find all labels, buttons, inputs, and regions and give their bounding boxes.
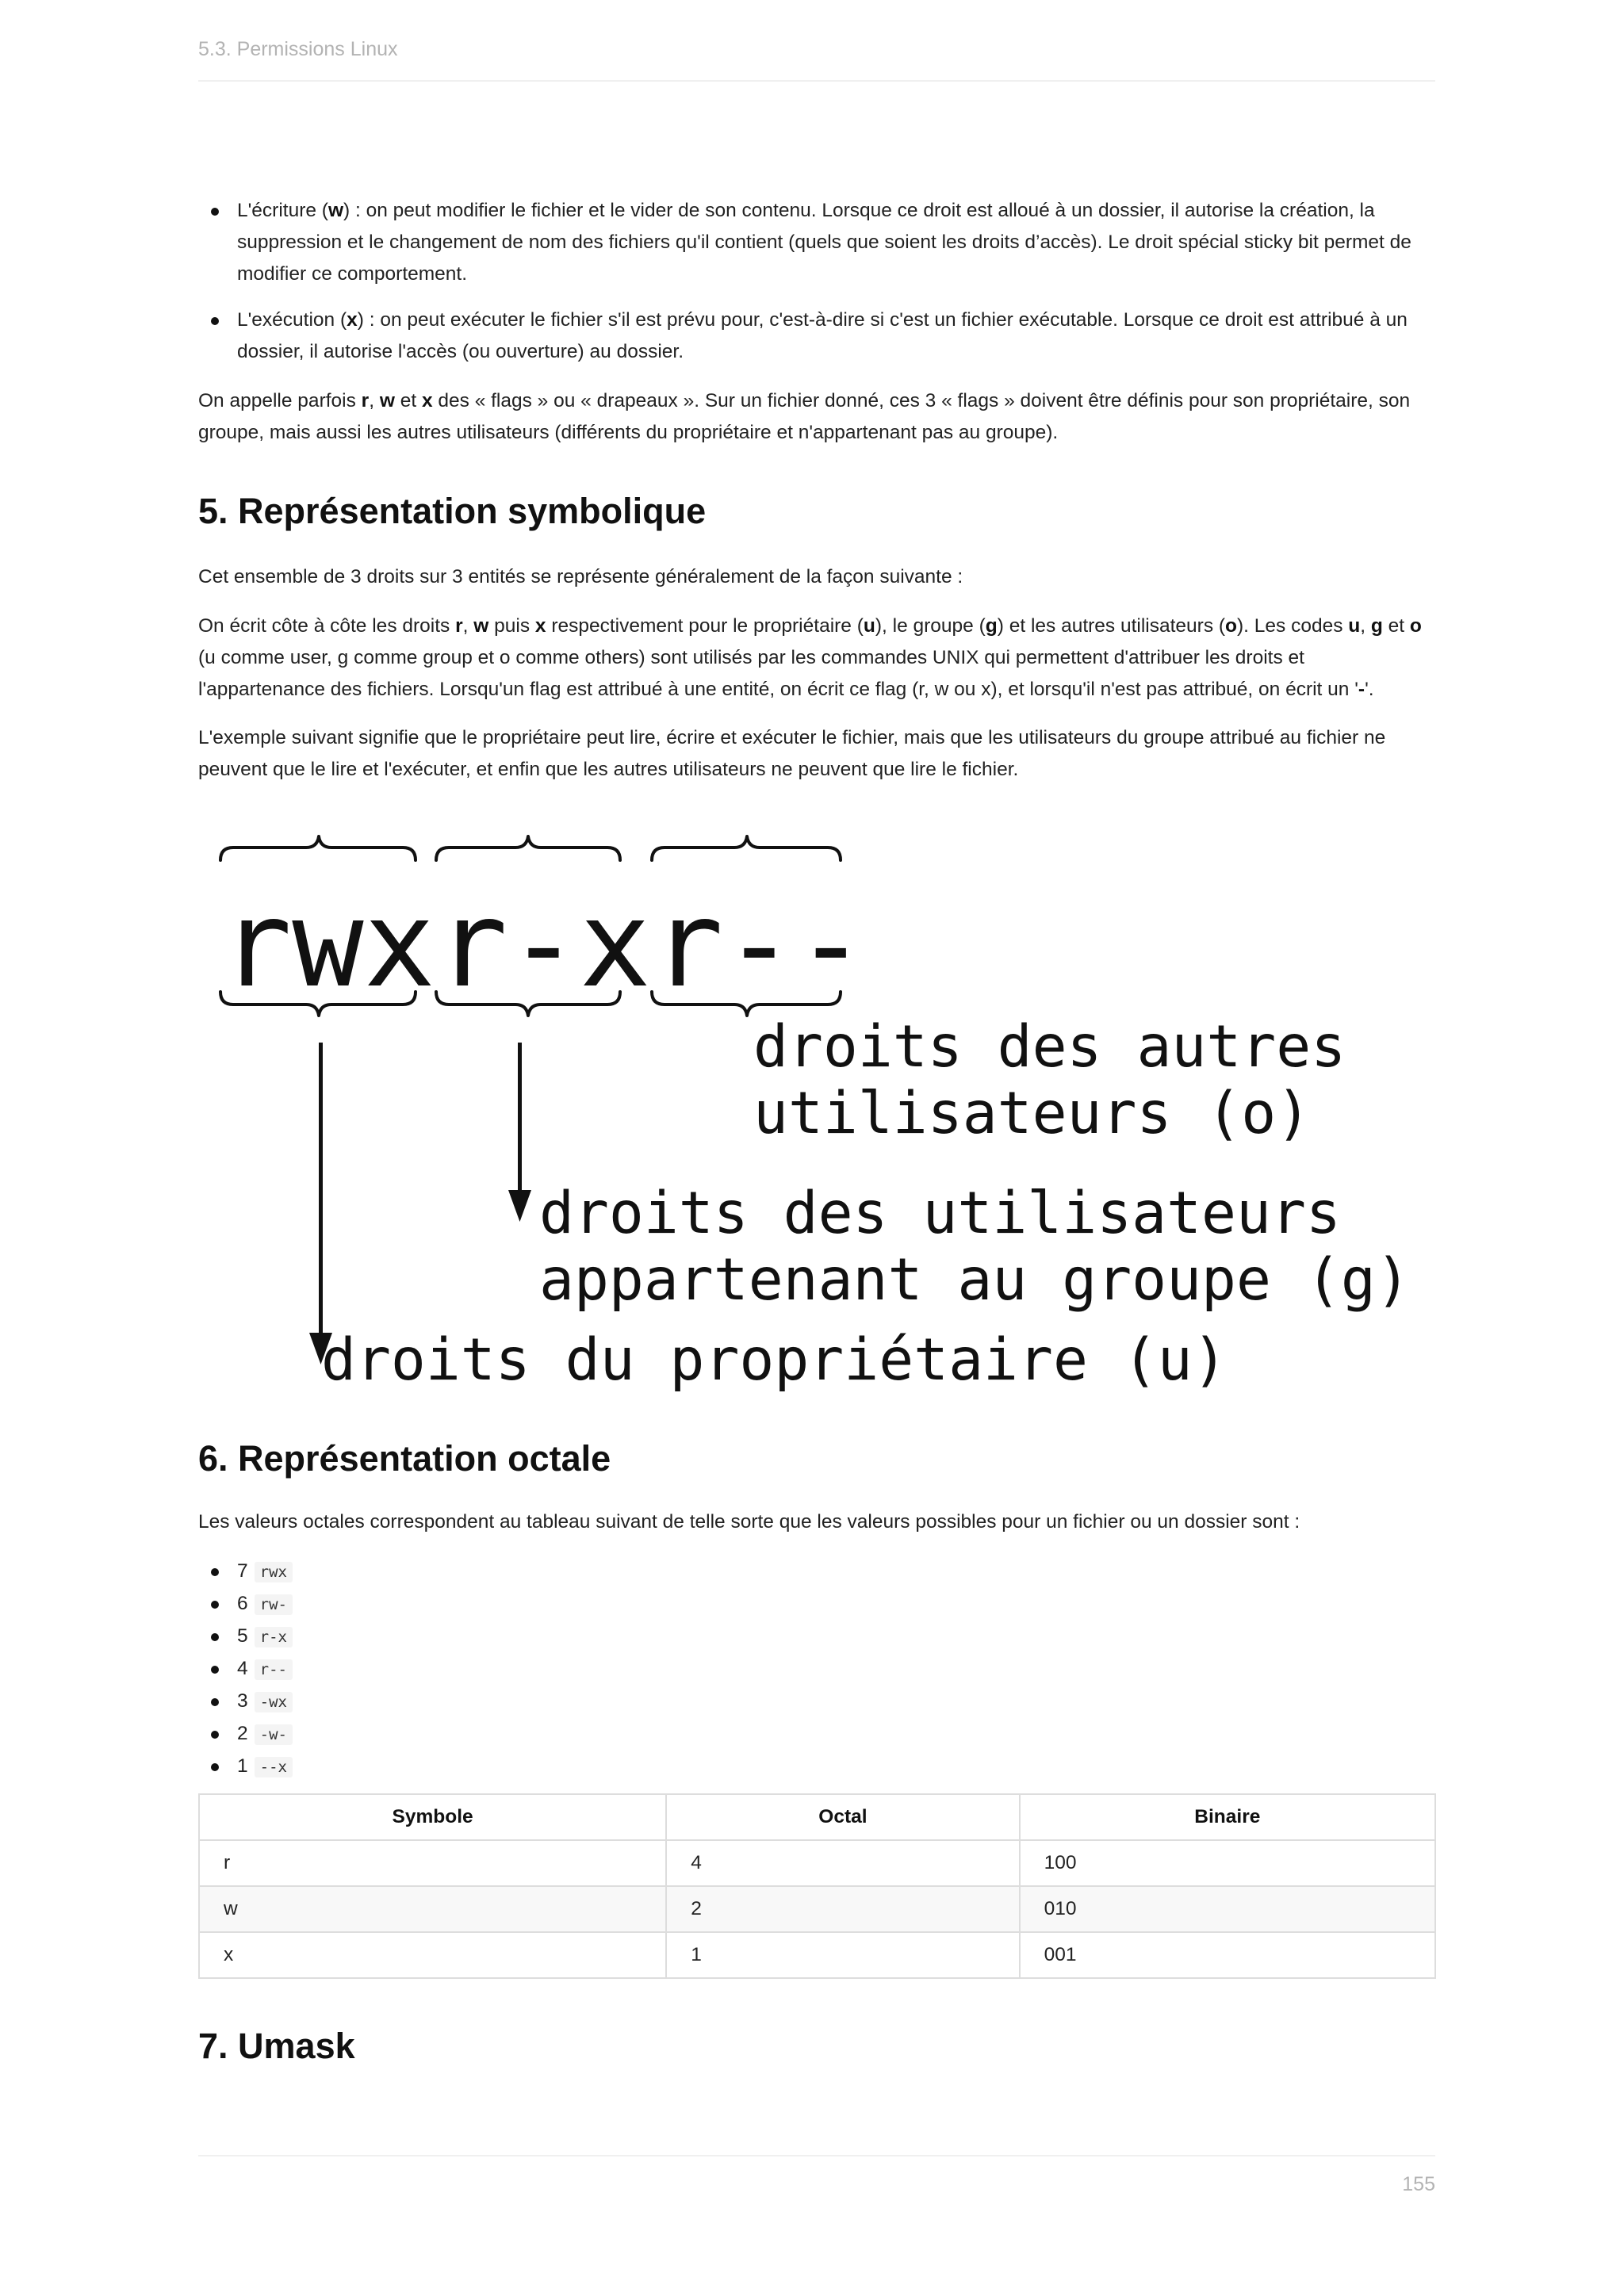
bullet-text: L'exécution ( (237, 309, 347, 331)
table-row (199, 1932, 1435, 1978)
table-header-cell: Binaire (1020, 1794, 1435, 1840)
flags-paragraph: On appelle parfois r, w et x des « flags » ou « drapeaux ». Sur un fichier donné, ces 3 « flags » doivent être définis pour son propriétaire, son groupe, mais aussi les autres utilisateurs (différents du propriétaire et n'appartenant pas au groupe). (198, 390, 1411, 443)
header-divider (198, 80, 1435, 82)
label-group-1: droits des utilisateurs (539, 1180, 1341, 1247)
paragraph: Les valeurs octales correspondent au tableau suivant de telle sorte que les valeurs possibles pour un fichier ou un dossier sont : (198, 1511, 1300, 1533)
code-snippet: r-- (255, 1659, 293, 1680)
list-item: 6 rw- (198, 1588, 1435, 1621)
list-item (198, 304, 1435, 368)
table-header-cell: Symbole (199, 1794, 666, 1840)
code-snippet: rw- (255, 1594, 293, 1615)
table-cell: r (199, 1840, 666, 1886)
table-cell: w (199, 1886, 666, 1932)
top-brace-owner (220, 836, 416, 860)
list-item: 7 rwx (198, 1556, 1435, 1588)
table-cell: 010 (1020, 1886, 1435, 1932)
code-snippet: --x (255, 1757, 293, 1777)
label-owner: droits du propriétaire (u) (321, 1326, 1228, 1394)
label-group-2: appartenant au groupe (g) (539, 1246, 1411, 1314)
table-cell: 001 (1020, 1932, 1435, 1978)
octal-table (198, 1793, 1436, 1979)
symbolic-permissions-diagram (198, 828, 1435, 1407)
example-paragraph: L'exemple suivant signifie que le propriétaire peut lire, écrire et exécuter le fichier, mais que les utilisateurs du groupe attribué au fichier ne peuvent que le lire et l'exécuter, et enfin que les autres utilisateurs ne peuvent que lire le fichier. (198, 727, 1386, 780)
bullet-text: L'écriture ( (237, 200, 328, 221)
paragraph: Cet ensemble de 3 droits sur 3 entités se représente généralement de la façon suivante : (198, 566, 963, 587)
symbolic-paragraph: On écrit côte à côte les droits r, w puis x respectivement pour le propriétaire (u), le groupe (g) et les autres utilisateurs (o). Les codes u, g et o (u comme user, g comme group et o comme others) sont utilisés par les commandes UNIX qui permettent d'attribuer les droits et l'appartenance des fichiers. Lorsqu'un flag est attribué à une entité, on écrit ce flag (r, w ou x), et lorsqu'il n'est pas attribué, on écrit un '-'. (198, 615, 1422, 700)
bullet-text: ) : on peut exécuter le fichier s'il est prévu pour, c'est-à-dire si c'est un fichier exécutable. Lorsque ce droit est attribué à un dossier, il autorise l'accès (ou ouverture) au dossier. (237, 309, 1408, 362)
section-heading: 6. Représentation octale (198, 1438, 611, 1479)
octal-values-list (198, 1556, 1435, 1783)
table-cell: x (199, 1932, 666, 1978)
footer-divider (198, 2155, 1435, 2156)
table-header-row (199, 1794, 1435, 1840)
table-cell: 100 (1020, 1840, 1435, 1886)
top-brace-others (652, 836, 841, 860)
perm-group: r-x (436, 876, 651, 1014)
list-item: 5 r-x (198, 1621, 1435, 1653)
section-heading: 7. Umask (198, 2026, 355, 2066)
flag-bold: w (327, 200, 344, 221)
code-snippet: rwx (255, 1562, 293, 1582)
arrows (309, 1043, 531, 1364)
label-others-2: utilisateurs (o) (753, 1080, 1312, 1147)
section-heading: 5. Représentation symbolique (198, 491, 707, 531)
table-row (199, 1840, 1435, 1886)
code-snippet: r-x (255, 1627, 293, 1647)
list-item (198, 195, 1435, 290)
list-item: 2 -w- (198, 1718, 1435, 1751)
arrow-group-head (508, 1190, 531, 1222)
flag-bold: x (347, 309, 358, 331)
running-header: 5.3. Permissions Linux (198, 38, 398, 60)
code-snippet: -w- (255, 1724, 293, 1745)
list-item: 1 --x (198, 1751, 1435, 1783)
table-header-cell: Octal (666, 1794, 1019, 1840)
table-cell: 2 (666, 1886, 1019, 1932)
arrow-group-shaft (518, 1043, 522, 1193)
perm-owner: rwx (220, 876, 435, 1014)
permission-bullets (198, 195, 1435, 368)
perm-others: r-- (652, 876, 867, 1014)
table-cell: 4 (666, 1840, 1019, 1886)
top-brace-group (436, 836, 620, 860)
list-item: 3 -wx (198, 1686, 1435, 1718)
table-row (199, 1886, 1435, 1932)
label-others-1: droits des autres (753, 1013, 1346, 1081)
list-item: 4 r-- (198, 1653, 1435, 1686)
diagram-svg (198, 828, 1435, 1407)
code-snippet: -wx (255, 1692, 293, 1712)
bullet-text: ) : on peut modifier le fichier et le vider de son contenu. Lorsque ce droit est alloué à un dossier, il autorise la création, la suppression et le changement de nom des fichiers qu'il contient (quels que soient les droits d’accès). Le droit spécial sticky bit permet de modifier ce comportement. (237, 200, 1411, 285)
table-cell: 1 (666, 1932, 1019, 1978)
page-number: 155 (1402, 2173, 1435, 2195)
arrow-owner-shaft (319, 1043, 323, 1336)
